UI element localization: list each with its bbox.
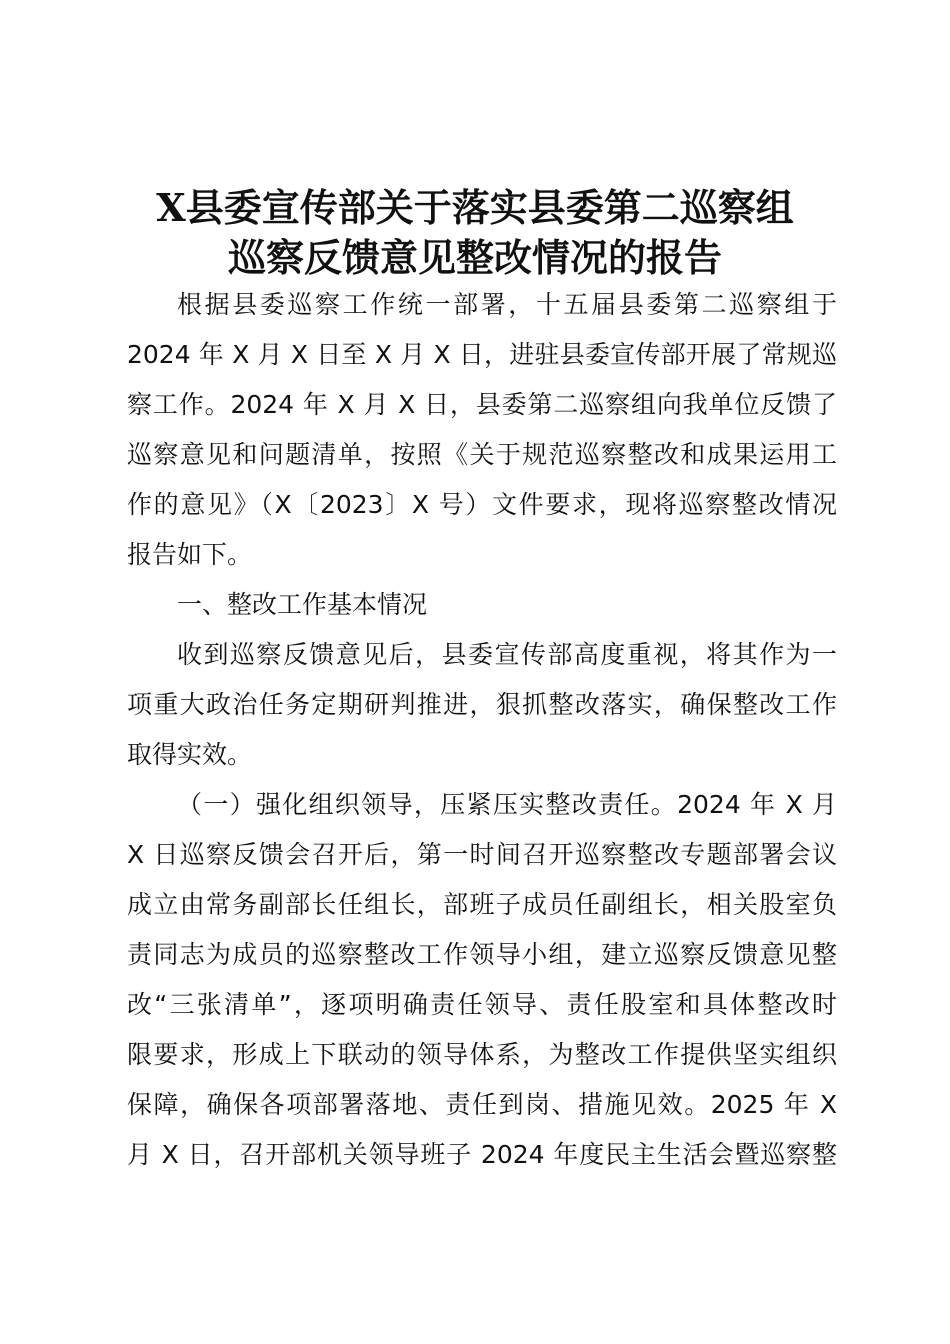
body-line: 限要求，形成上下联动的领导体系，为整改工作提供坚实组织 bbox=[127, 1040, 837, 1069]
body-line: 月 X 日，召开部机关领导班子 2024 年度民主生活会暨巡察整 bbox=[127, 1140, 837, 1169]
body-line: 2024 年 X 月 X 日至 X 月 X 日，进驻县委宣传部开展了常规巡 bbox=[127, 340, 837, 369]
body-line: 收到巡察反馈意见后，县委宣传部高度重视，将其作为一 bbox=[177, 640, 837, 669]
body-line: X 日巡察反馈会召开后，第一时间召开巡察整改专题部署会议 bbox=[127, 840, 837, 869]
body-line: 项重大政治任务定期研判推进，狠抓整改落实，确保整改工作 bbox=[127, 690, 837, 719]
body-line: 作的意见》（X〔2023〕X 号）文件要求，现将巡察整改情况 bbox=[127, 490, 837, 519]
body-line: 改“三张清单”，逐项明确责任领导、责任股室和具体整改时 bbox=[127, 990, 837, 1019]
body-line: 取得实效。 bbox=[127, 740, 253, 769]
body-line: 保障，确保各项部署落地、责任到岗、措施见效。2025 年 X bbox=[127, 1090, 837, 1119]
section-heading: 一、整改工作基本情况 bbox=[177, 590, 428, 619]
body-line: 根据县委巡察工作统一部署，十五届县委第二巡察组于 bbox=[177, 290, 837, 319]
body-line: （一）强化组织领导，压紧压实整改责任。2024 年 X 月 bbox=[177, 790, 837, 819]
body-line: 成立由常务副部长任组长，部班子成员任副组长，相关股室负 bbox=[127, 890, 837, 919]
body-line: 责同志为成员的巡察整改工作领导小组，建立巡察反馈意见整 bbox=[127, 940, 837, 969]
body-line: 报告如下。 bbox=[127, 540, 253, 569]
body-line: 察工作。2024 年 X 月 X 日，县委第二巡察组向我单位反馈了 bbox=[127, 390, 837, 419]
document-title-line-2: 巡察反馈意见整改情况的报告 bbox=[227, 235, 722, 280]
document-title-line-1: X县委宣传部关于落实县委第二巡察组 bbox=[156, 185, 794, 230]
body-line: 巡察意见和问题清单，按照《关于规范巡察整改和成果运用工 bbox=[127, 440, 837, 469]
